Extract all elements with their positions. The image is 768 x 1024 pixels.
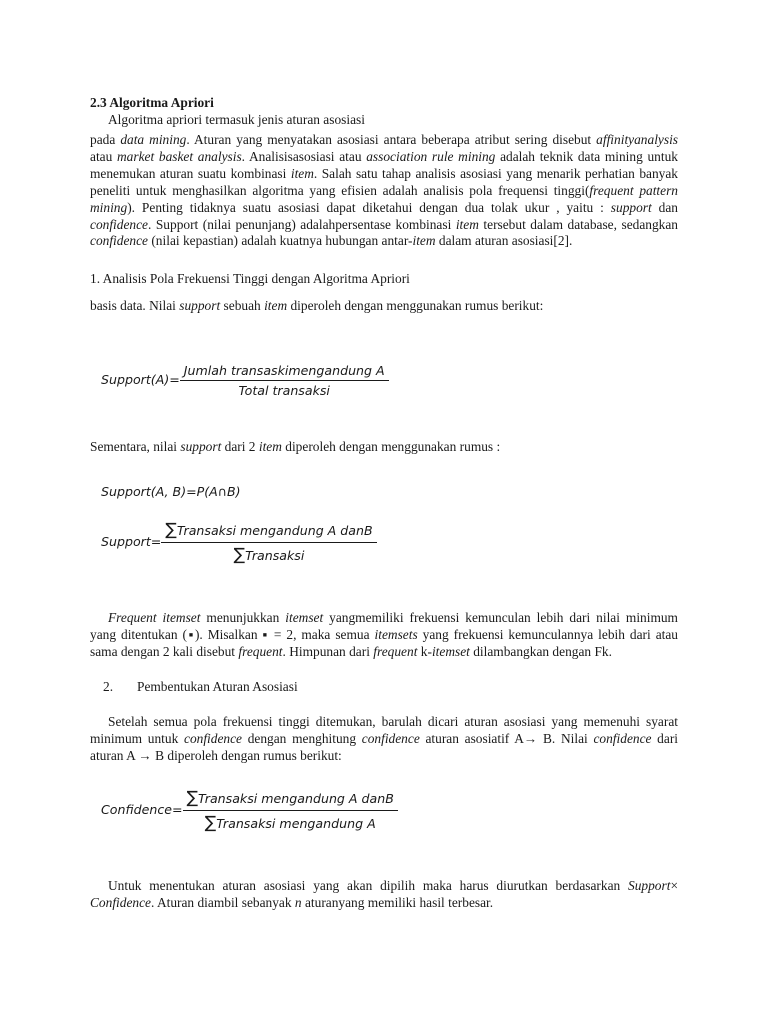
- paragraph-frequent-itemset: Frequent itemset menunjukkan itemset yangmemiliki frekuensi kemunculan lebih dari nilai minimum yang ditentukan (▪). Misalkan ▪ = 2, maka semua itemsets yang frekuensi kemunculannya lebih dari atau sama dengan 2 kali disebut frequent. Himpunan dari frequent k-itemset dilambangkan dengan Fk.: [90, 610, 678, 659]
- formula-confidence: Confidence= $\frac{\text{∑Transaksi mengandung A danB}}{\text{∑Transaksi mengandung A}}$: [101, 788, 398, 833]
- formula-support-sum: Support= $\frac{\text{∑Transaksi mengandung A danB}}{\text{∑Transaksi}}$: [101, 520, 377, 565]
- list-item-2-text: Pembentukan Aturan Asosiasi: [137, 679, 298, 694]
- paragraph-support-intro: basis data. Nilai support sebuah item diperoleh dengan menggunakan rumus berikut:: [90, 298, 544, 313]
- list-item-1: 1. Analisis Pola Frekuensi Tinggi dengan Algoritma Apriori: [90, 271, 410, 286]
- list-item-2-number: 2.: [103, 679, 114, 694]
- arrow-icon: →: [138, 747, 152, 763]
- arrow-icon: →: [523, 730, 538, 746]
- paragraph-rule-selection: Untuk menentukan aturan asosiasi yang akan dipilih maka harus diurutkan berdasarkan Support× Confidence. Aturan diambil sebanyak n aturanyang memiliki hasil terbesar.: [90, 878, 678, 910]
- paragraph-intro-line: Algoritma apriori termasuk jenis aturan asosiasi: [108, 112, 365, 127]
- paragraph-apriori-description: pada data mining. Aturan yang menyatakan asosiasi antara beberapa atribut sering disebut affinityanalysis atau market basket analysis. Analisisasosiasi atau association rule mining adalah teknik data mining untuk menemukan aturan suatu kombinasi item. Salah satu tahap analisis asosiasi yang menarik perhatian banyak peneliti untuk menghasilkan algoritma yang efisien adalah analisis pola frequensi tinggi(frequent pattern mining). Penting tidaknya suatu asosiasi dapat diketahui dengan dua tolak ukur , yaitu : support dan confidence. Support (nilai penunjang) adalahpersentase kombinasi item tersebut dalam database, sedangkan confidence (nilai kepastian) adalah kuatnya hubungan antar-item dalam aturan asosiasi[2].: [90, 132, 678, 249]
- formula-support-probability: Support(A, B)=P(A∩B): [101, 484, 241, 499]
- paragraph-support-two-items: Sementara, nilai support dari 2 item diperoleh dengan menggunakan rumus :: [90, 439, 501, 454]
- section-heading: 2.3 Algoritma Apriori: [90, 95, 214, 110]
- formula-support-single: Support(A)= $\frac{\text{Jumlah transaskimengandung A}}{\text{Total transaksi}}$: [101, 363, 389, 398]
- paragraph-confidence-intro: Setelah semua pola frekuensi tinggi ditemukan, barulah dicari aturan asosiasi yang memenuhi syarat minimum untuk confidence dengan menghitung confidence aturan asosiatif A→ B. Nilai confidence dari aturan A → B diperoleh dengan rumus berikut:: [90, 714, 678, 763]
